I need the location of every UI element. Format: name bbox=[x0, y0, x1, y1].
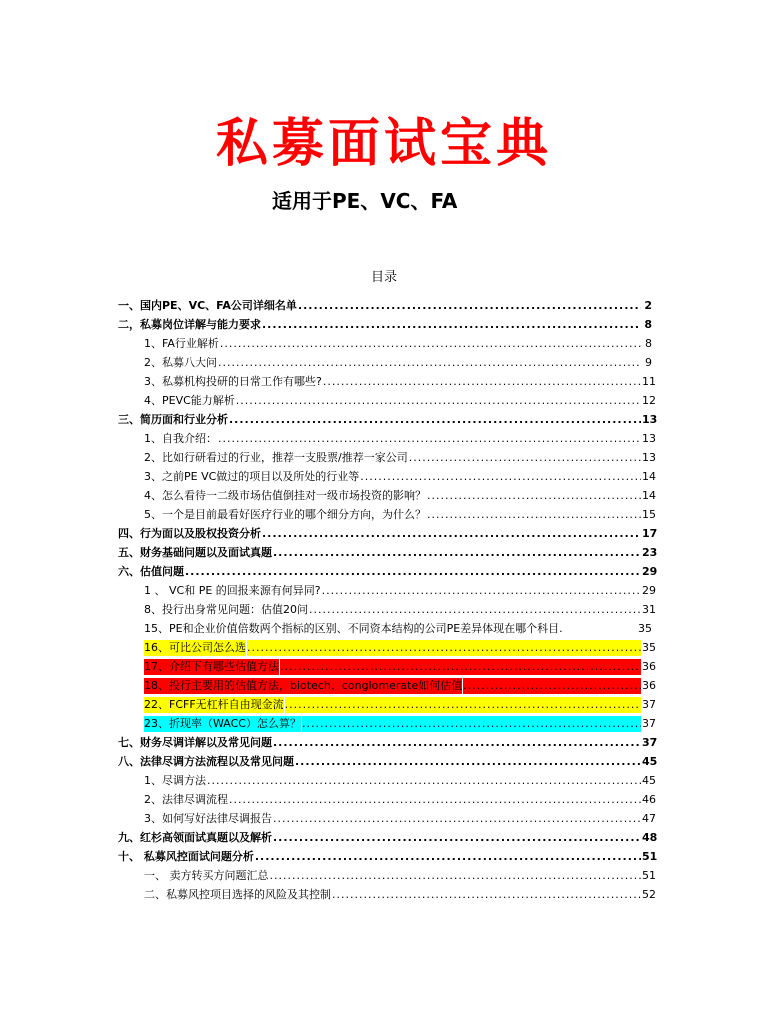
toc-dot-leader bbox=[207, 773, 641, 789]
toc-dot-leader bbox=[273, 545, 641, 561]
toc-page-number: 17 bbox=[642, 527, 658, 540]
toc-dot-leader bbox=[295, 754, 641, 770]
toc-page-number: 11 bbox=[642, 375, 656, 388]
toc-subsection-entry[interactable] bbox=[118, 694, 656, 713]
toc-dot-leader bbox=[302, 716, 641, 732]
toc-dot-leader bbox=[332, 887, 641, 903]
toc-dot-leader bbox=[360, 469, 641, 485]
toc-dot-leader bbox=[322, 583, 641, 599]
toc-page-number: 51 bbox=[642, 869, 656, 882]
toc-dot-leader bbox=[262, 526, 641, 542]
toc-dot-leader bbox=[409, 450, 641, 466]
toc-subsection-entry[interactable] bbox=[118, 618, 652, 637]
toc-entry-label: 3、私募机构投研的日常工作有哪些? bbox=[144, 375, 322, 388]
toc-section-entry[interactable] bbox=[118, 523, 658, 542]
toc-entry-label: 十、 私募风控面试问题分析 bbox=[118, 850, 254, 863]
toc-subsection-entry[interactable] bbox=[118, 789, 656, 808]
toc-subsection-entry[interactable] bbox=[118, 808, 656, 827]
toc-entry-label: 1、尽调方法 bbox=[144, 774, 206, 787]
toc-dot-leader bbox=[247, 640, 641, 656]
toc-entry-label: 3、如何写好法律尽调报告 bbox=[144, 812, 272, 825]
toc-page-number: 2 bbox=[644, 299, 652, 312]
toc-entry-label: 22、FCFF无杠杆自由现金流 bbox=[144, 698, 284, 711]
toc-page-number: 9 bbox=[645, 356, 652, 369]
toc-dot-leader bbox=[285, 697, 641, 713]
toc-dot-leader bbox=[280, 659, 641, 675]
toc-subsection-entry[interactable] bbox=[118, 770, 656, 789]
toc-page-number: 48 bbox=[642, 831, 658, 844]
toc-dot-leader bbox=[427, 507, 641, 523]
toc-entry-label: 八、法律尽调方法流程以及常见问题 bbox=[118, 755, 294, 768]
toc-subsection-entry[interactable] bbox=[118, 333, 652, 352]
toc-page-number: 29 bbox=[642, 584, 656, 597]
toc-subsection-entry[interactable] bbox=[118, 580, 656, 599]
toc-dot-leader bbox=[298, 298, 641, 314]
toc-page-number: 23 bbox=[642, 546, 658, 559]
toc-section-entry[interactable] bbox=[118, 751, 658, 770]
toc-dot-leader bbox=[236, 393, 641, 409]
toc-page-number: 52 bbox=[642, 888, 656, 901]
toc-entry-label: 4、PEVC能力解析 bbox=[144, 394, 235, 407]
toc-subsection-entry[interactable] bbox=[118, 656, 656, 675]
toc-page-number: 14 bbox=[642, 470, 656, 483]
toc-page-number: 37 bbox=[642, 736, 658, 749]
toc-page-number: 13 bbox=[642, 413, 658, 426]
toc-subsection-entry[interactable] bbox=[118, 599, 656, 618]
toc-entry-label: 18、投行主要用的估值方法，biotech、conglomerate如何估值 bbox=[144, 679, 463, 692]
toc-dot-leader bbox=[262, 317, 641, 333]
toc-page-number: 51 bbox=[642, 850, 658, 863]
toc-entry-label: 一、国内PE、VC、FA公司详细名单 bbox=[118, 299, 297, 312]
toc-page-number: 12 bbox=[642, 394, 656, 407]
toc-dot-leader bbox=[270, 868, 642, 884]
toc-page-number: 36 bbox=[642, 679, 656, 692]
toc-page-number: 37 bbox=[642, 717, 656, 730]
toc-page-number: 37 bbox=[642, 698, 656, 711]
toc-section-entry[interactable] bbox=[118, 542, 658, 561]
toc-dot-leader bbox=[255, 849, 641, 865]
toc-dot-leader bbox=[323, 374, 641, 390]
toc-entry-label: 二，私募岗位详解与能力要求 bbox=[118, 318, 261, 331]
toc-entry-label: 23、折现率（WACC）怎么算？ bbox=[144, 717, 301, 730]
toc-page-number: 13 bbox=[642, 432, 656, 445]
toc-page-number: 46 bbox=[642, 793, 656, 806]
toc-entry-label: 15、PE和企业价值倍数两个指标的区别、不同资本结构的公司PE差异体现在哪个科目 bbox=[144, 622, 560, 635]
toc-page-number: 8 bbox=[644, 318, 652, 331]
toc-dot-leader bbox=[463, 678, 641, 694]
toc-subsection-entry[interactable] bbox=[118, 504, 656, 523]
toc-subsection-entry[interactable] bbox=[118, 884, 656, 903]
table-of-contents bbox=[118, 295, 658, 903]
toc-entry-label: 五、财务基础问题以及面试真题 bbox=[118, 546, 272, 559]
toc-section-entry[interactable] bbox=[118, 561, 658, 580]
toc-dot-leader bbox=[218, 355, 641, 371]
toc-dot-leader bbox=[273, 830, 641, 846]
toc-subsection-entry[interactable] bbox=[118, 428, 656, 447]
toc-entry-label: 六、估值问题 bbox=[118, 565, 184, 578]
toc-page-number: 35 bbox=[642, 641, 656, 654]
toc-dot-leader bbox=[427, 488, 641, 504]
document-subtitle: 适用于PE、VC、FA bbox=[272, 189, 458, 213]
toc-subsection-entry[interactable] bbox=[118, 466, 656, 485]
toc-dot-leader bbox=[218, 431, 641, 447]
toc-page-number: 36 bbox=[642, 660, 656, 673]
toc-dot-leader bbox=[229, 792, 641, 808]
toc-page-number: 35 bbox=[638, 622, 652, 635]
toc-page-number: 8 bbox=[645, 337, 652, 350]
toc-section-entry[interactable] bbox=[118, 295, 652, 314]
toc-subsection-entry[interactable] bbox=[118, 371, 656, 390]
toc-dot-leader bbox=[185, 564, 641, 580]
toc-page-number: 13 bbox=[642, 451, 656, 464]
toc-entry-label: 一、 卖方转买方问题汇总 bbox=[144, 869, 269, 882]
toc-page-number: 29 bbox=[642, 565, 658, 578]
toc-dot-leader: . bbox=[559, 622, 563, 635]
toc-dot-leader bbox=[229, 412, 641, 428]
toc-entry-label: 2、比如行研看过的行业，推荐一支股票/推荐一家公司 bbox=[144, 451, 408, 464]
toc-section-entry[interactable] bbox=[118, 732, 658, 751]
toc-page-number: 31 bbox=[642, 603, 656, 616]
toc-dot-leader bbox=[273, 735, 641, 751]
toc-dot-leader bbox=[273, 811, 641, 827]
toc-subsection-entry[interactable] bbox=[118, 865, 656, 884]
toc-entry-label: 1、自我介绍： bbox=[144, 432, 217, 445]
toc-entry-label: 1、FA行业解析 bbox=[144, 337, 219, 350]
toc-section-entry[interactable] bbox=[118, 314, 652, 333]
toc-subsection-entry[interactable] bbox=[118, 675, 656, 694]
toc-entry-label: 二、私募风控项目选择的风险及其控制 bbox=[144, 888, 331, 901]
toc-dot-leader bbox=[309, 602, 641, 618]
toc-subsection-entry[interactable] bbox=[118, 485, 656, 504]
toc-entry-label: 四、行为面以及股权投资分析 bbox=[118, 527, 261, 540]
toc-entry-label: 3、之前PE VC做过的项目以及所处的行业等 bbox=[144, 470, 360, 483]
toc-section-entry[interactable] bbox=[118, 409, 658, 428]
toc-page-number: 15 bbox=[642, 508, 656, 521]
toc-section-entry[interactable] bbox=[118, 846, 658, 865]
toc-entry-label: 七、财务尽调详解以及常见问题 bbox=[118, 736, 272, 749]
toc-entry-label: 5、一个是目前最看好医疗行业的哪个细分方向，为什么？ bbox=[144, 508, 426, 521]
document-title: 私募面试宝典 bbox=[215, 113, 552, 174]
toc-subsection-entry[interactable] bbox=[118, 352, 652, 371]
toc-entry-label: 16、可比公司怎么选 bbox=[144, 641, 246, 654]
toc-page-number: 14 bbox=[642, 489, 656, 502]
toc-dot-leader bbox=[220, 336, 641, 352]
toc-entry-label: 九、红杉高领面试真题以及解析 bbox=[118, 831, 272, 844]
toc-entry-label: 1 、 VC和 PE 的回报来源有何异同? bbox=[144, 584, 321, 597]
toc-entry-label: 三、简历面和行业分析 bbox=[118, 413, 228, 426]
toc-subsection-entry[interactable] bbox=[118, 637, 656, 656]
toc-entry-label: 2、法律尽调流程 bbox=[144, 793, 228, 806]
toc-heading: 目录 bbox=[370, 270, 397, 285]
toc-entry-label: 2、私募八大问 bbox=[144, 356, 217, 369]
toc-section-entry[interactable] bbox=[118, 827, 658, 846]
toc-entry-label: 17、介绍下有哪些估值方法 bbox=[144, 660, 279, 673]
toc-subsection-entry[interactable] bbox=[118, 713, 656, 732]
toc-subsection-entry[interactable] bbox=[118, 447, 656, 466]
toc-page-number: 45 bbox=[642, 755, 658, 768]
toc-entry-label: 8、投行出身常见问题：估值20问 bbox=[144, 603, 308, 616]
toc-entry-label: 4、怎么看待一二级市场估值倒挂对一级市场投资的影响？ bbox=[144, 489, 426, 502]
toc-page-number: 45 bbox=[642, 774, 656, 787]
toc-subsection-entry[interactable] bbox=[118, 390, 656, 409]
toc-page-number: 47 bbox=[642, 812, 656, 825]
